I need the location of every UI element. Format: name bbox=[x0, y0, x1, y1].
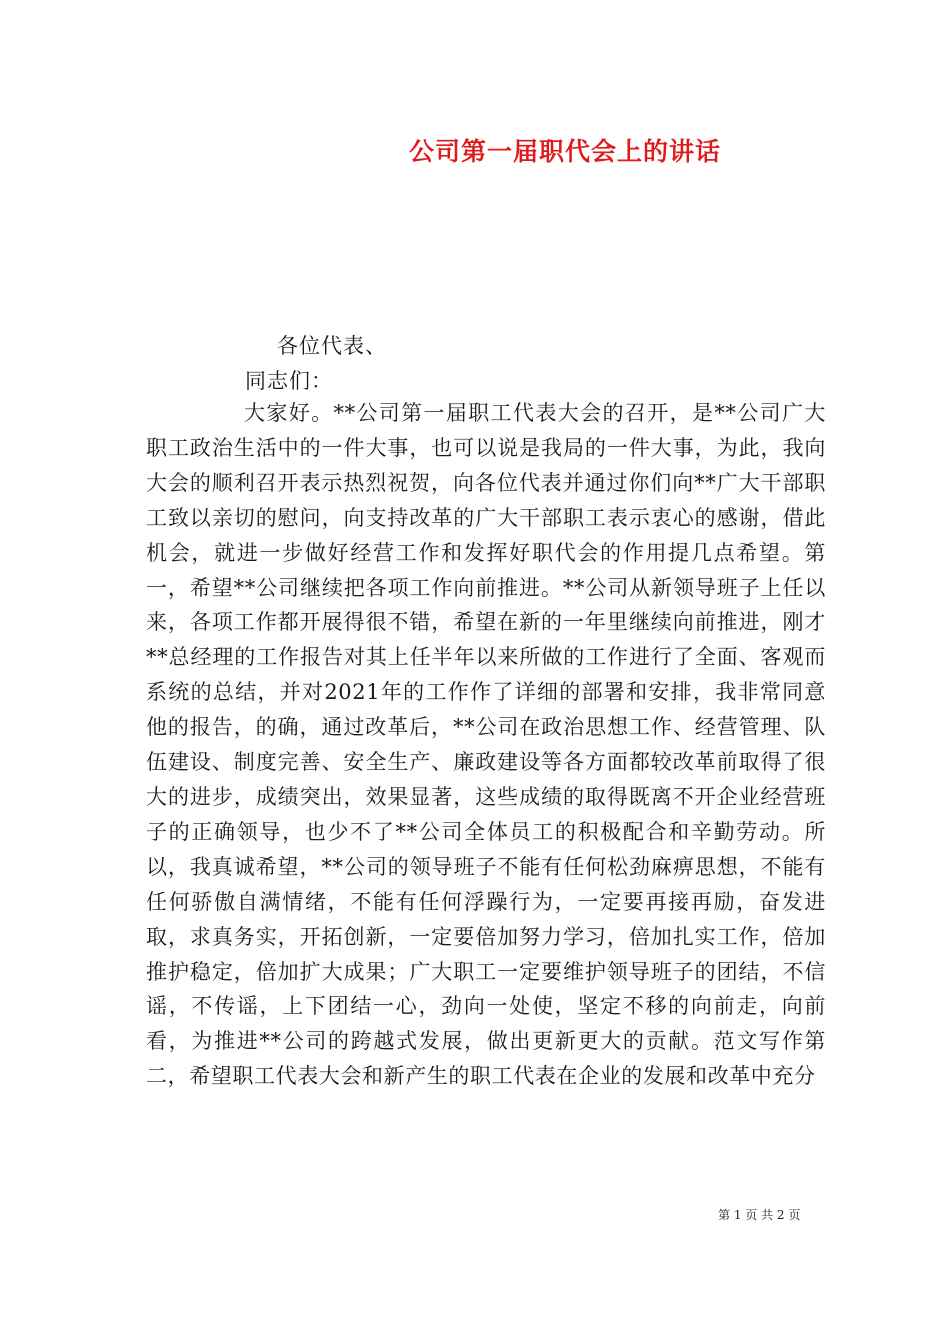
document-title: 公司第一届职代会上的讲话 bbox=[408, 137, 721, 166]
speech-body-paragraph: 大家好。**公司第一届职工代表大会的召开，是**公司广大职工政治生活中的一件大事，也可以说是我局的一件大事，为此，我向大会的顺利召开表示热烈祝贺，向各位代表并通过你们向**广大干部职工致以亲切的慰问，向支持改革的广大干部职工表示衷心的感谢，借此机会，就进一步做好经营工作和发挥好职代会的作用提几点希望。第一，希望**公司继续把各项工作向前推进。**公司从新领导班子上任以来，各项工作都开展得很不错，希望在新的一年里继续向前推进，刚才**总经理的工作报告对其上任半年以来所做的工作进行了全面、客观而系统的总结，并对2021年的工作作了详细的部署和安排，我非常同意他的报告，的确，通过改革后，**公司在政治思想工作、经营管理、队伍建设、制度完善、安全生产、廉政建设等各方面都较改革前取得了很大的进步，成绩突出，效果显著，这些成绩的取得既离不开企业经营班子的正确领导，也少不了**公司全体员工的积极配合和辛勤劳动。所以，我真诚希望，**公司的领导班子不能有任何松劲麻痹思想，不能有任何骄傲自满情绪，不能有任何浮躁行为，一定要再接再励，奋发进取，求真务实，开拓创新，一定要倍加努力学习，倍加扎实工作，倍加推护稳定，倍加扩大成果；广大职工一定要维护领导班子的团结，不信谣，不传谣，上下团结一心，劲向一处使，坚定不移的向前走，向前看，为推进**公司的跨越式发展，做出更新更大的贡献。范文写作第二，希望职工代表大会和新产生的职工代表在企业的发展和改革中充分 bbox=[146, 401, 826, 1089]
page-number-footer: 第 1 页 共 2 页 bbox=[718, 1208, 801, 1222]
salutation-delegates: 各位代表、 bbox=[277, 334, 387, 358]
salutation-comrades: 同志们： bbox=[245, 369, 333, 393]
